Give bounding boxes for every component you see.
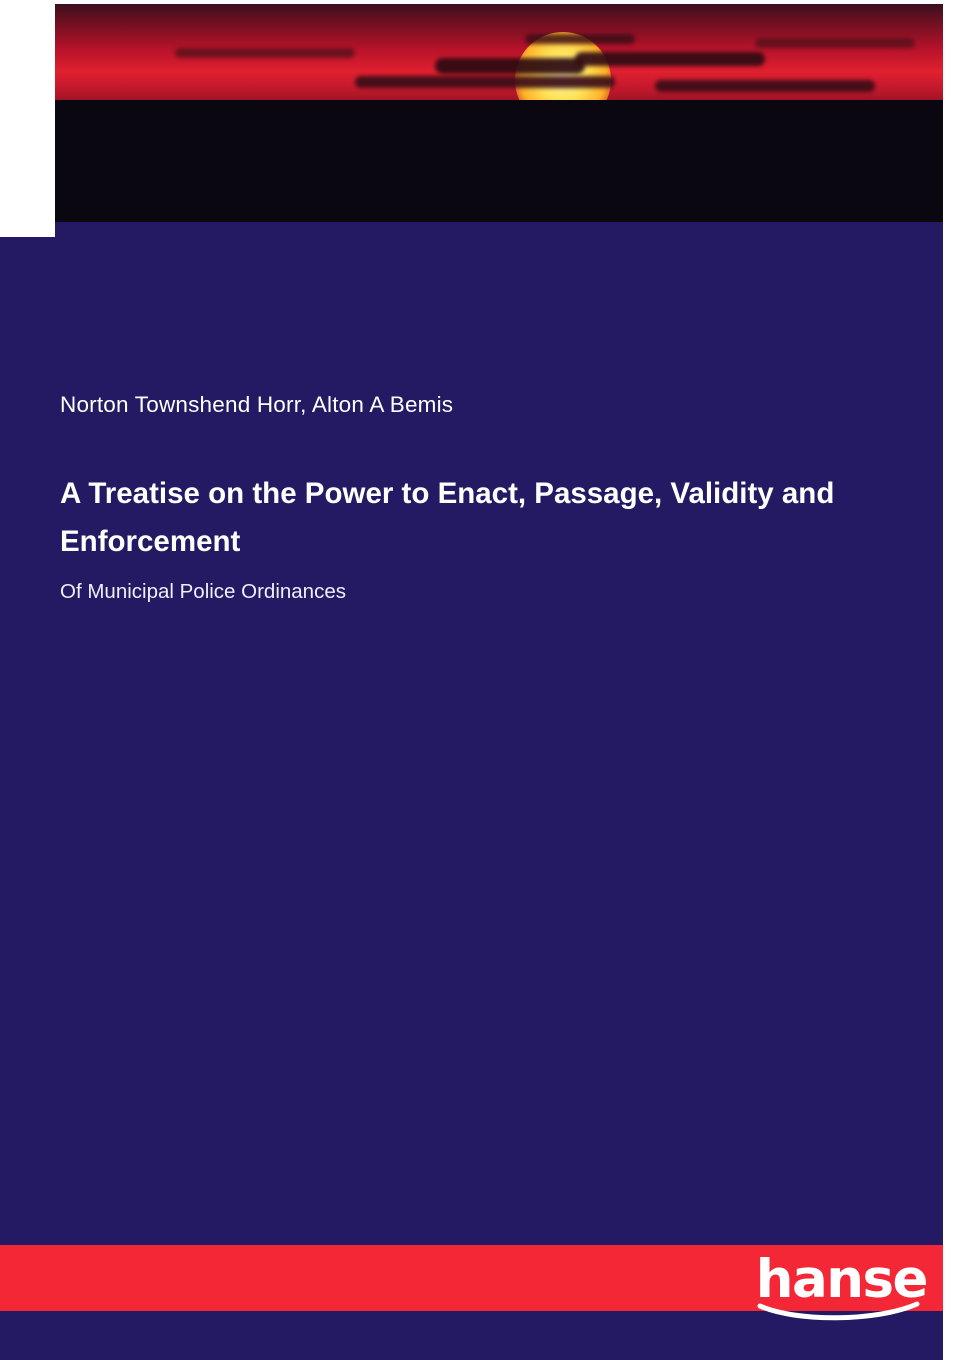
- cloud-band: [175, 48, 355, 58]
- top-white-margin: [0, 0, 959, 4]
- cloud-band: [575, 52, 765, 66]
- publisher-logo: [755, 1249, 927, 1322]
- right-white-margin: [943, 0, 959, 1360]
- cloud-band: [655, 80, 875, 92]
- cloud-band: [755, 38, 915, 48]
- author-name: Norton Townshend Horr, Alton A Bemis: [60, 392, 454, 417]
- cover-text-block: [60, 392, 880, 604]
- publisher-logo-text: hanse: [755, 1249, 927, 1310]
- treeline-silhouette: [55, 100, 943, 222]
- cloud-band: [355, 76, 615, 88]
- sunset-over-treeline-photo: [55, 4, 943, 222]
- cloud-band: [435, 58, 585, 74]
- treeline-shape: [55, 100, 943, 140]
- book-title: A Treatise on the Power to Enact, Passage, Validity and Enforcement: [60, 477, 835, 558]
- cloud-band: [525, 34, 635, 44]
- left-white-margin: [0, 0, 55, 237]
- book-subtitle: Of Municipal Police Ordinances: [60, 579, 346, 603]
